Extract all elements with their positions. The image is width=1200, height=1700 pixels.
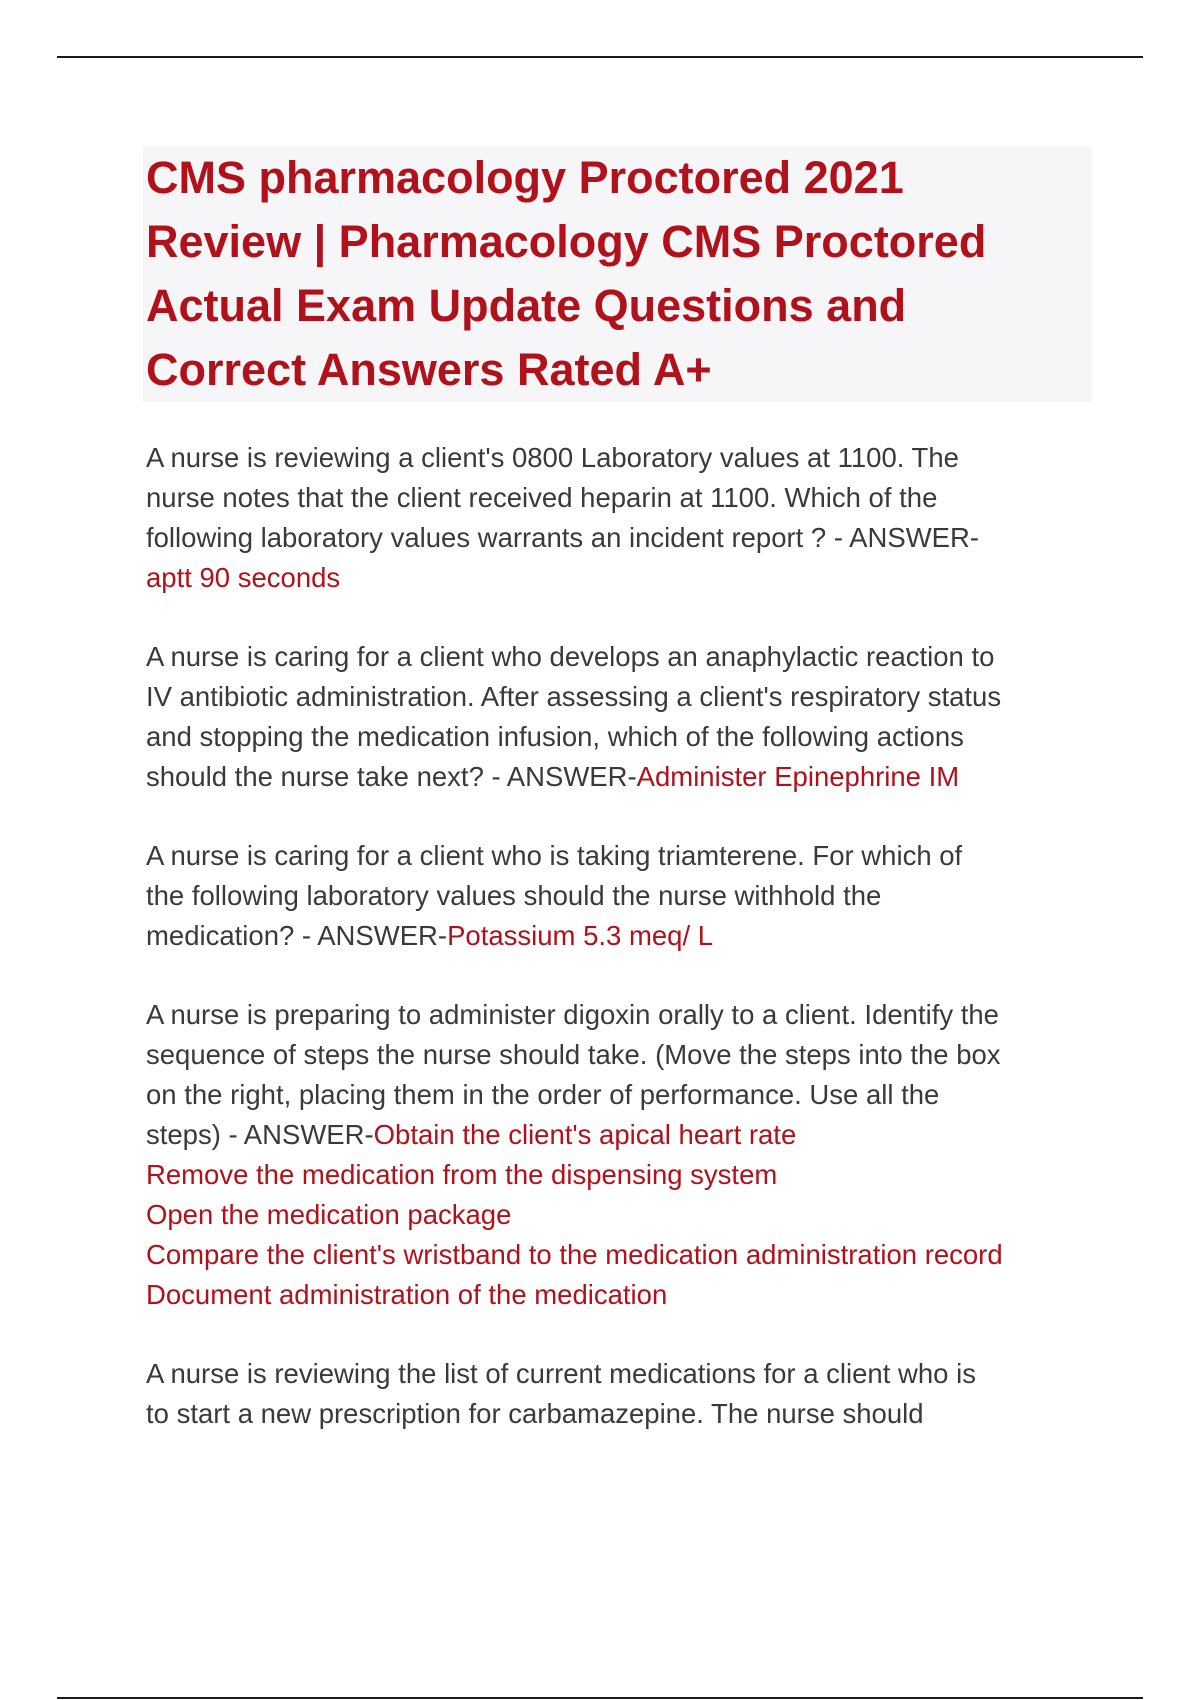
question-tail: medication? - ANSWER- xyxy=(146,920,448,951)
answer-line: Remove the medication from the dispensing system xyxy=(146,1159,778,1190)
question-line: following laboratory values warrants an incident report ? - ANSWER- xyxy=(146,522,980,553)
question-line: nurse notes that the client received heparin at 1100. Which of the xyxy=(146,482,938,513)
question-line: A nurse is preparing to administer digoxin orally to a client. Identify the xyxy=(146,999,999,1030)
qa-item-3 xyxy=(146,836,1146,956)
title-line: Correct Answers Rated A+ xyxy=(146,344,712,395)
answer-inline: Administer Epinephrine IM xyxy=(636,761,960,792)
qa-item-5 xyxy=(146,1354,1146,1434)
question-answer-line xyxy=(146,1115,1146,1155)
answer-line: aptt 90 seconds xyxy=(146,562,341,593)
question-line: and stopping the medication infusion, which of the following actions xyxy=(146,721,964,752)
question-line: A nurse is caring for a client who develops an anaphylactic reaction to xyxy=(146,641,995,672)
question-line: IV antibiotic administration. After assessing a client's respiratory status xyxy=(146,681,1002,712)
title-line: CMS pharmacology Proctored 2021 xyxy=(146,152,904,203)
question-answer-line xyxy=(146,757,1146,797)
question-line: A nurse is caring for a client who is taking triamterene. For which of xyxy=(146,840,963,871)
question-answer-line xyxy=(146,916,1146,956)
qa-item-4 xyxy=(146,995,1146,1315)
qa-content xyxy=(146,438,1146,1473)
title-line: Review | Pharmacology CMS Proctored xyxy=(146,216,987,267)
qa-item-2 xyxy=(146,637,1146,797)
question-tail: steps) - ANSWER- xyxy=(146,1119,374,1150)
answer-inline: Obtain the client's apical heart rate xyxy=(373,1119,797,1150)
question-line: sequence of steps the nurse should take. (Move the steps into the box xyxy=(146,1039,1001,1070)
title-line: Actual Exam Update Questions and xyxy=(146,280,907,331)
answer-line: Open the medication package xyxy=(146,1199,512,1230)
question-line: A nurse is reviewing the list of current medications for a client who is xyxy=(146,1358,976,1389)
question-line: A nurse is reviewing a client's 0800 Laboratory values at 1100. The xyxy=(146,442,959,473)
answer-line: Document administration of the medication xyxy=(146,1279,668,1310)
question-tail: should the nurse take next? - ANSWER- xyxy=(146,761,637,792)
answer-line: Compare the client's wristband to the medication administration record xyxy=(146,1239,1003,1270)
title-block xyxy=(143,146,1092,402)
question-line: the following laboratory values should the nurse withhold the xyxy=(146,880,882,911)
question-line: on the right, placing them in the order of performance. Use all the xyxy=(146,1079,940,1110)
answer-inline: Potassium 5.3 meq/ L xyxy=(447,920,714,951)
bottom-rule xyxy=(57,1697,1143,1699)
qa-item-1 xyxy=(146,438,1146,598)
top-rule xyxy=(57,56,1143,58)
question-line: to start a new prescription for carbamazepine. The nurse should xyxy=(146,1398,924,1429)
